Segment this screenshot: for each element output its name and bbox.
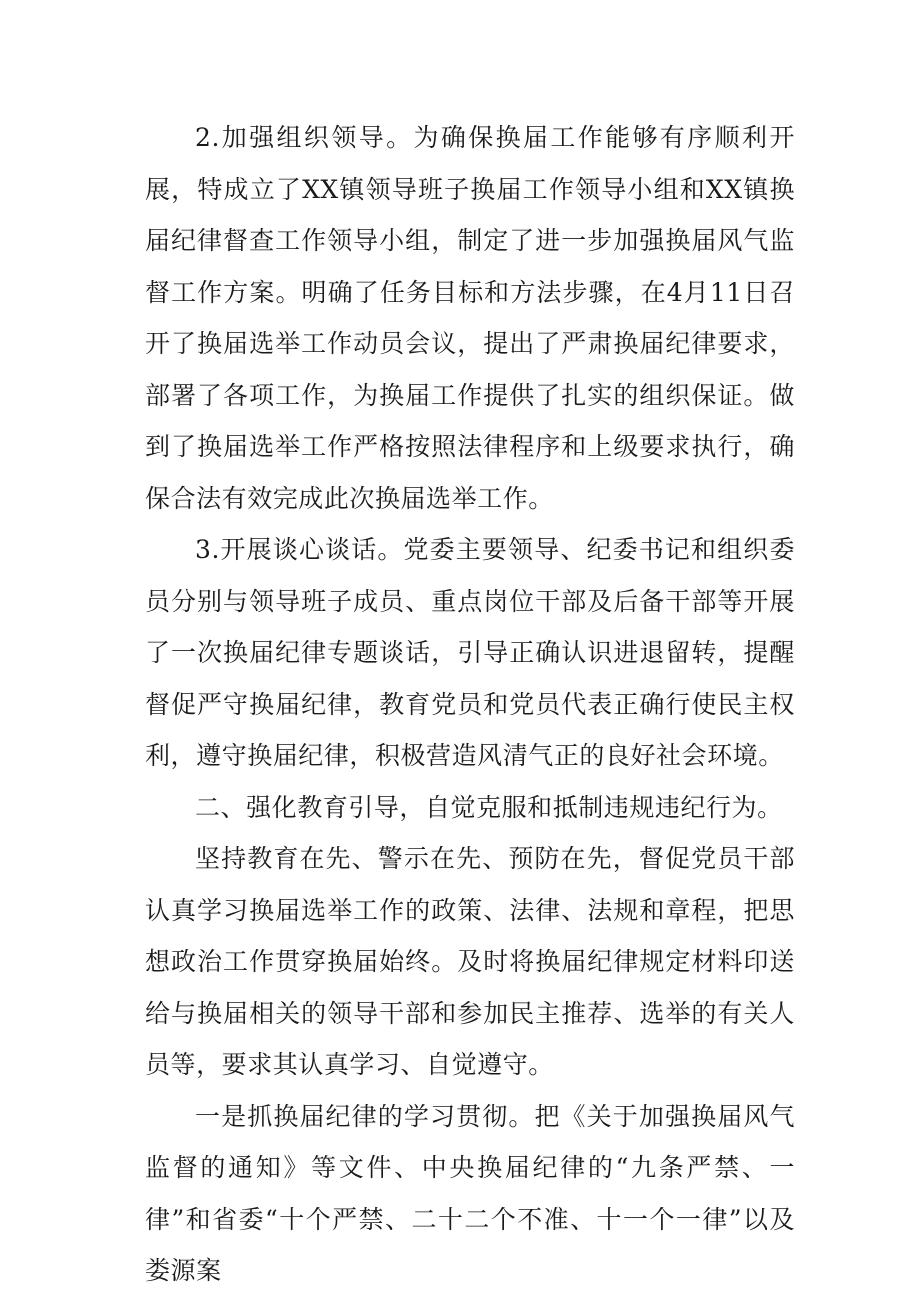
paragraph-organization-leadership: 2.加强组织领导。为确保换届工作能够有序顺利开展，特成立了XX镇领导班子换届工作领导小组和XX镇换届纪律督查工作领导小组，制定了进一步加强换届风气监督工作方案。明确了任务目标和方法步骤，在4月11日召开了换届选举工作动员会议，提出了严肃换届纪律要求，部署了各项工作，为换届工作提供了扎实的组织保证。做到了换届选举工作严格按照法律程序和上级要求执行，确保合法有效完成此次换届选举工作。 <box>145 123 795 513</box>
paragraph-heart-to-heart-talks: 3.开展谈心谈话。党委主要领导、纪委书记和组织委员分别与领导班子成员、重点岗位干部及后备干部等开展了一次换届纪律专题谈话，引导正确认识进退留转，提醒督促严守换届纪律，教育党员和党员代表正确行使民主权利，遵守换届纪律，积极营造风清气正的良好社会环境。 <box>145 535 795 770</box>
paragraph-education-first: 坚持教育在先、警示在先、预防在先，督促党员干部认真学习换届选举工作的政策、法律、法规和章程，把思想政治工作贯穿换届始终。及时将换届纪律规定材料印送给与换届相关的领导干部和参加民主推荐、选举的有关人员等，要求其认真学习、自觉遵守。 <box>145 844 795 1079</box>
document-body <box>145 112 795 1297</box>
section-heading-education-guidance: 二、强化教育引导，自觉克服和抵制违规违纪行为。 <box>195 792 783 822</box>
paragraph-discipline-study: 一是抓换届纪律的学习贯彻。把《关于加强换届风气监督的通知》等文件、中央换届纪律的“九条严禁、一律”和省委“十个严禁、二十二个不准、十一个一律”以及娄源案 <box>145 1101 795 1285</box>
